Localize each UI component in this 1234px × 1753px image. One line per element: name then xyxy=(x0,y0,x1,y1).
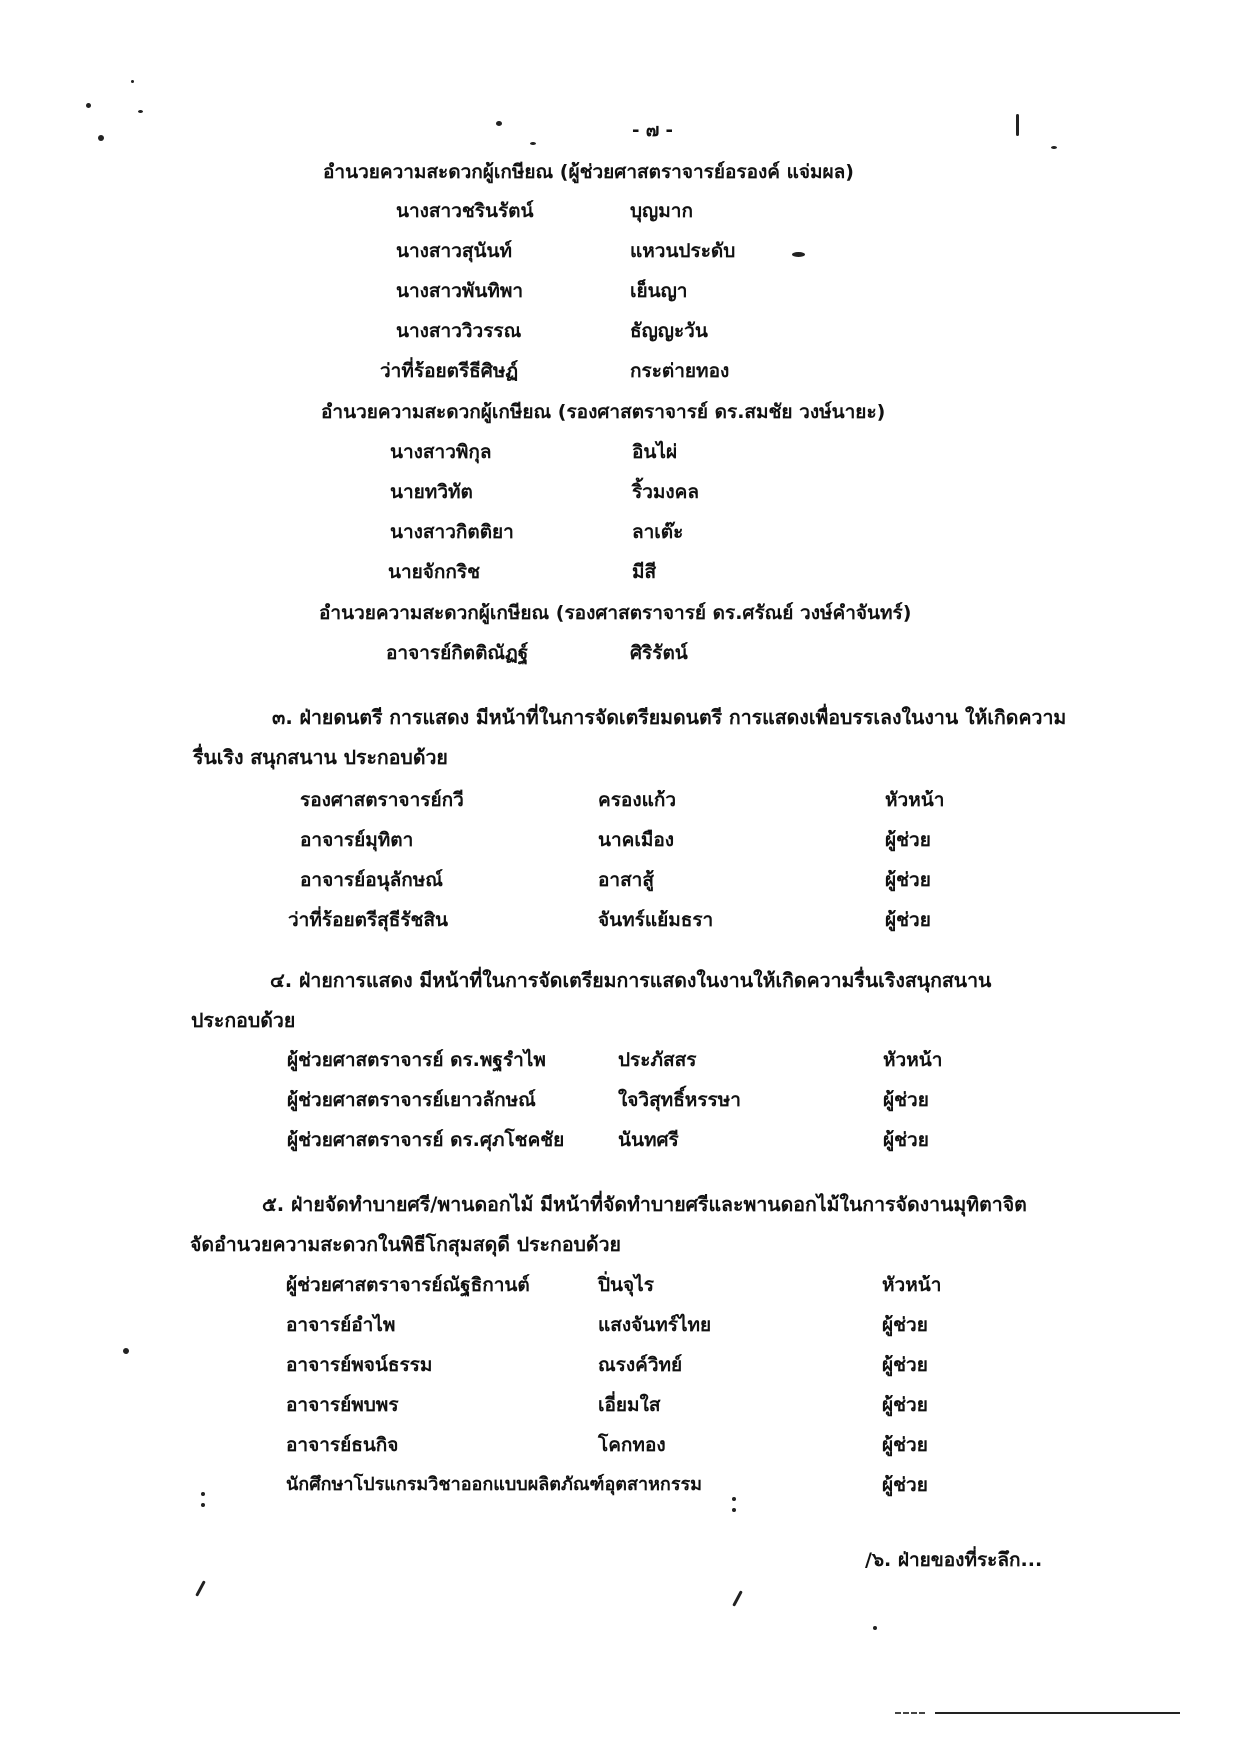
member-name: อาจารย์พบพร xyxy=(286,1394,399,1416)
name-cell: อาจารย์กิตติณัฏฐ์ xyxy=(386,642,529,664)
name-cell: นายจักกริช xyxy=(388,561,481,583)
committee-description-cont: รื่นเริง สนุกสนาน ประกอบด้วย xyxy=(193,746,448,769)
surname-cell: ลาเต๊ะ xyxy=(632,521,684,543)
name-cell: นางสาวกิตติยา xyxy=(390,521,514,543)
member-surname: ใจวิสุทธิ์หรรษา xyxy=(618,1089,741,1111)
member-name: ผู้ช่วยศาสตราจารย์ณัฐธิกานต์ xyxy=(286,1274,530,1296)
member-name: อาจารย์พจน์ธรรม xyxy=(286,1354,433,1376)
committee-description-cont: ประกอบด้วย xyxy=(191,1009,296,1032)
scan-mark xyxy=(195,1580,206,1596)
member-name: รองศาสตราจารย์กวี xyxy=(300,789,464,811)
scan-speck xyxy=(496,121,502,126)
member-role: ผู้ช่วย xyxy=(885,869,931,891)
member-name: ผู้ช่วยศาสตราจารย์ ดร.พฐรำไพ xyxy=(287,1049,546,1071)
scan-speck xyxy=(131,80,134,83)
surname-cell: มีสี xyxy=(632,561,657,583)
surname-cell: ศิริรัตน์ xyxy=(630,642,688,664)
scan-speck xyxy=(86,103,91,108)
member-name: อาจารย์มุทิตา xyxy=(300,829,414,851)
committee-description: ๓. ฝ่ายดนตรี การแสดง มีหน้าที่ในการจัดเตรียมดนตรี การแสดงเพื่อบรรเลงในงาน ให้เกิดความ xyxy=(272,706,1067,729)
member-role: ผู้ช่วย xyxy=(882,1314,928,1336)
scan-speck xyxy=(530,142,536,145)
name-cell: นางสาววิวรรณ xyxy=(396,320,522,342)
member-name: อาจารย์ธนกิจ xyxy=(286,1434,399,1456)
member-name: อาจารย์อนุลักษณ์ xyxy=(300,869,443,891)
member-role: ผู้ช่วย xyxy=(883,1129,929,1151)
surname-cell: กระต่ายทอง xyxy=(630,360,730,382)
member-role: ผู้ช่วย xyxy=(882,1474,928,1496)
member-role: ผู้ช่วย xyxy=(885,829,931,851)
scan-speck xyxy=(732,1497,736,1501)
member-name: นักศึกษาโปรแกรมวิชาออกแบบผลิตภัณฑ์อุตสาหกรรม xyxy=(286,1474,703,1495)
scan-speck xyxy=(792,252,805,257)
scan-speck xyxy=(873,1626,877,1630)
section-heading: อำนวยความสะดวกผู้เกษียณ (รองศาสตราจารย์ ดร.ศรัณย์ วงษ์คำจันทร์) xyxy=(319,602,912,624)
surname-cell: แหวนประดับ xyxy=(630,240,736,262)
member-surname: จันทร์แย้มธรา xyxy=(598,909,714,931)
scan-speck xyxy=(138,110,143,113)
page-number: - ๗ - xyxy=(632,120,674,141)
name-cell: นายทวิทัต xyxy=(390,481,473,503)
surname-cell: ธัญญะวัน xyxy=(630,320,708,342)
member-role: ผู้ช่วย xyxy=(882,1434,928,1456)
member-surname: นาคเมือง xyxy=(598,829,675,851)
member-name: อาจารย์อำไพ xyxy=(286,1314,396,1336)
member-name: ผู้ช่วยศาสตราจารย์เยาวลักษณ์ xyxy=(287,1089,536,1111)
member-surname: ครองแก้ว xyxy=(598,789,677,811)
scan-speck xyxy=(1051,146,1057,149)
member-surname: ณรงค์วิทย์ xyxy=(598,1354,683,1376)
scan-speck xyxy=(123,1348,129,1354)
member-role: หัวหน้า xyxy=(883,1049,943,1071)
member-surname: ประภัสสร xyxy=(618,1049,697,1071)
name-cell: ว่าที่ร้อยตรีธีศิษฏ์ xyxy=(380,360,519,382)
member-surname: เอี่ยมใส xyxy=(598,1394,661,1416)
name-cell: นางสาวชรินรัตน์ xyxy=(396,200,534,222)
member-surname: อาสาสู้ xyxy=(598,869,654,891)
scan-speck xyxy=(201,1503,205,1507)
name-cell: นางสาวพิกุล xyxy=(390,441,492,463)
section-heading: อำนวยความสะดวกผู้เกษียณ (รองศาสตราจารย์ ดร.สมชัย วงษ์นายะ) xyxy=(321,401,886,423)
scan-speck xyxy=(732,1508,736,1512)
member-role: ผู้ช่วย xyxy=(882,1354,928,1376)
scan-mark xyxy=(732,1590,743,1606)
member-surname: แสงจันทร์ไทย xyxy=(598,1314,712,1336)
footer-rule xyxy=(935,1712,1180,1714)
surname-cell: บุญมาก xyxy=(630,200,693,222)
name-cell: นางสาวพันทิพา xyxy=(396,280,524,302)
member-role: ผู้ช่วย xyxy=(883,1089,929,1111)
scan-mark xyxy=(1016,114,1019,136)
committee-description-cont: จัดอำนวยความสะดวกในพิธีโกสุมสดุดี ประกอบด้วย xyxy=(190,1233,621,1256)
member-name: ว่าที่ร้อยตรีสุธีรัชสิน xyxy=(288,909,449,931)
scan-speck xyxy=(201,1492,205,1496)
member-role: ผู้ช่วย xyxy=(885,909,931,931)
committee-description: ๕. ฝ่ายจัดทำบายศรี/พานดอกไม้ มีหน้าที่จัดทำบายศรีและพานดอกไม้ในการจัดงานมุทิตาจิต xyxy=(262,1193,1027,1216)
member-name: ผู้ช่วยศาสตราจารย์ ดร.ศุภโชคชัย xyxy=(287,1129,565,1151)
continuation-note: /๖. ฝ่ายของที่ระลึก... xyxy=(865,1549,1043,1571)
member-surname: โคกทอง xyxy=(598,1434,666,1456)
member-surname: ปิ่นจุไร xyxy=(598,1274,654,1296)
surname-cell: ริ้วมงคล xyxy=(632,481,700,503)
member-role: ผู้ช่วย xyxy=(882,1394,928,1416)
member-surname: นันทศรี xyxy=(618,1129,679,1151)
name-cell: นางสาวสุนันท์ xyxy=(396,240,512,262)
committee-description: ๔. ฝ่ายการแสดง มีหน้าที่ในการจัดเตรียมการแสดงในงานให้เกิดความรื่นเริงสนุกสนาน xyxy=(270,969,992,992)
member-role: หัวหน้า xyxy=(885,789,945,811)
surname-cell: เย็นญา xyxy=(630,280,688,302)
section-heading: อำนวยความสะดวกผู้เกษียณ (ผู้ช่วยศาสตราจารย์อรองค์ แจ่มผล) xyxy=(323,161,854,183)
member-role: หัวหน้า xyxy=(882,1274,942,1296)
scan-speck xyxy=(98,135,104,141)
surname-cell: อินไผ่ xyxy=(632,441,678,463)
